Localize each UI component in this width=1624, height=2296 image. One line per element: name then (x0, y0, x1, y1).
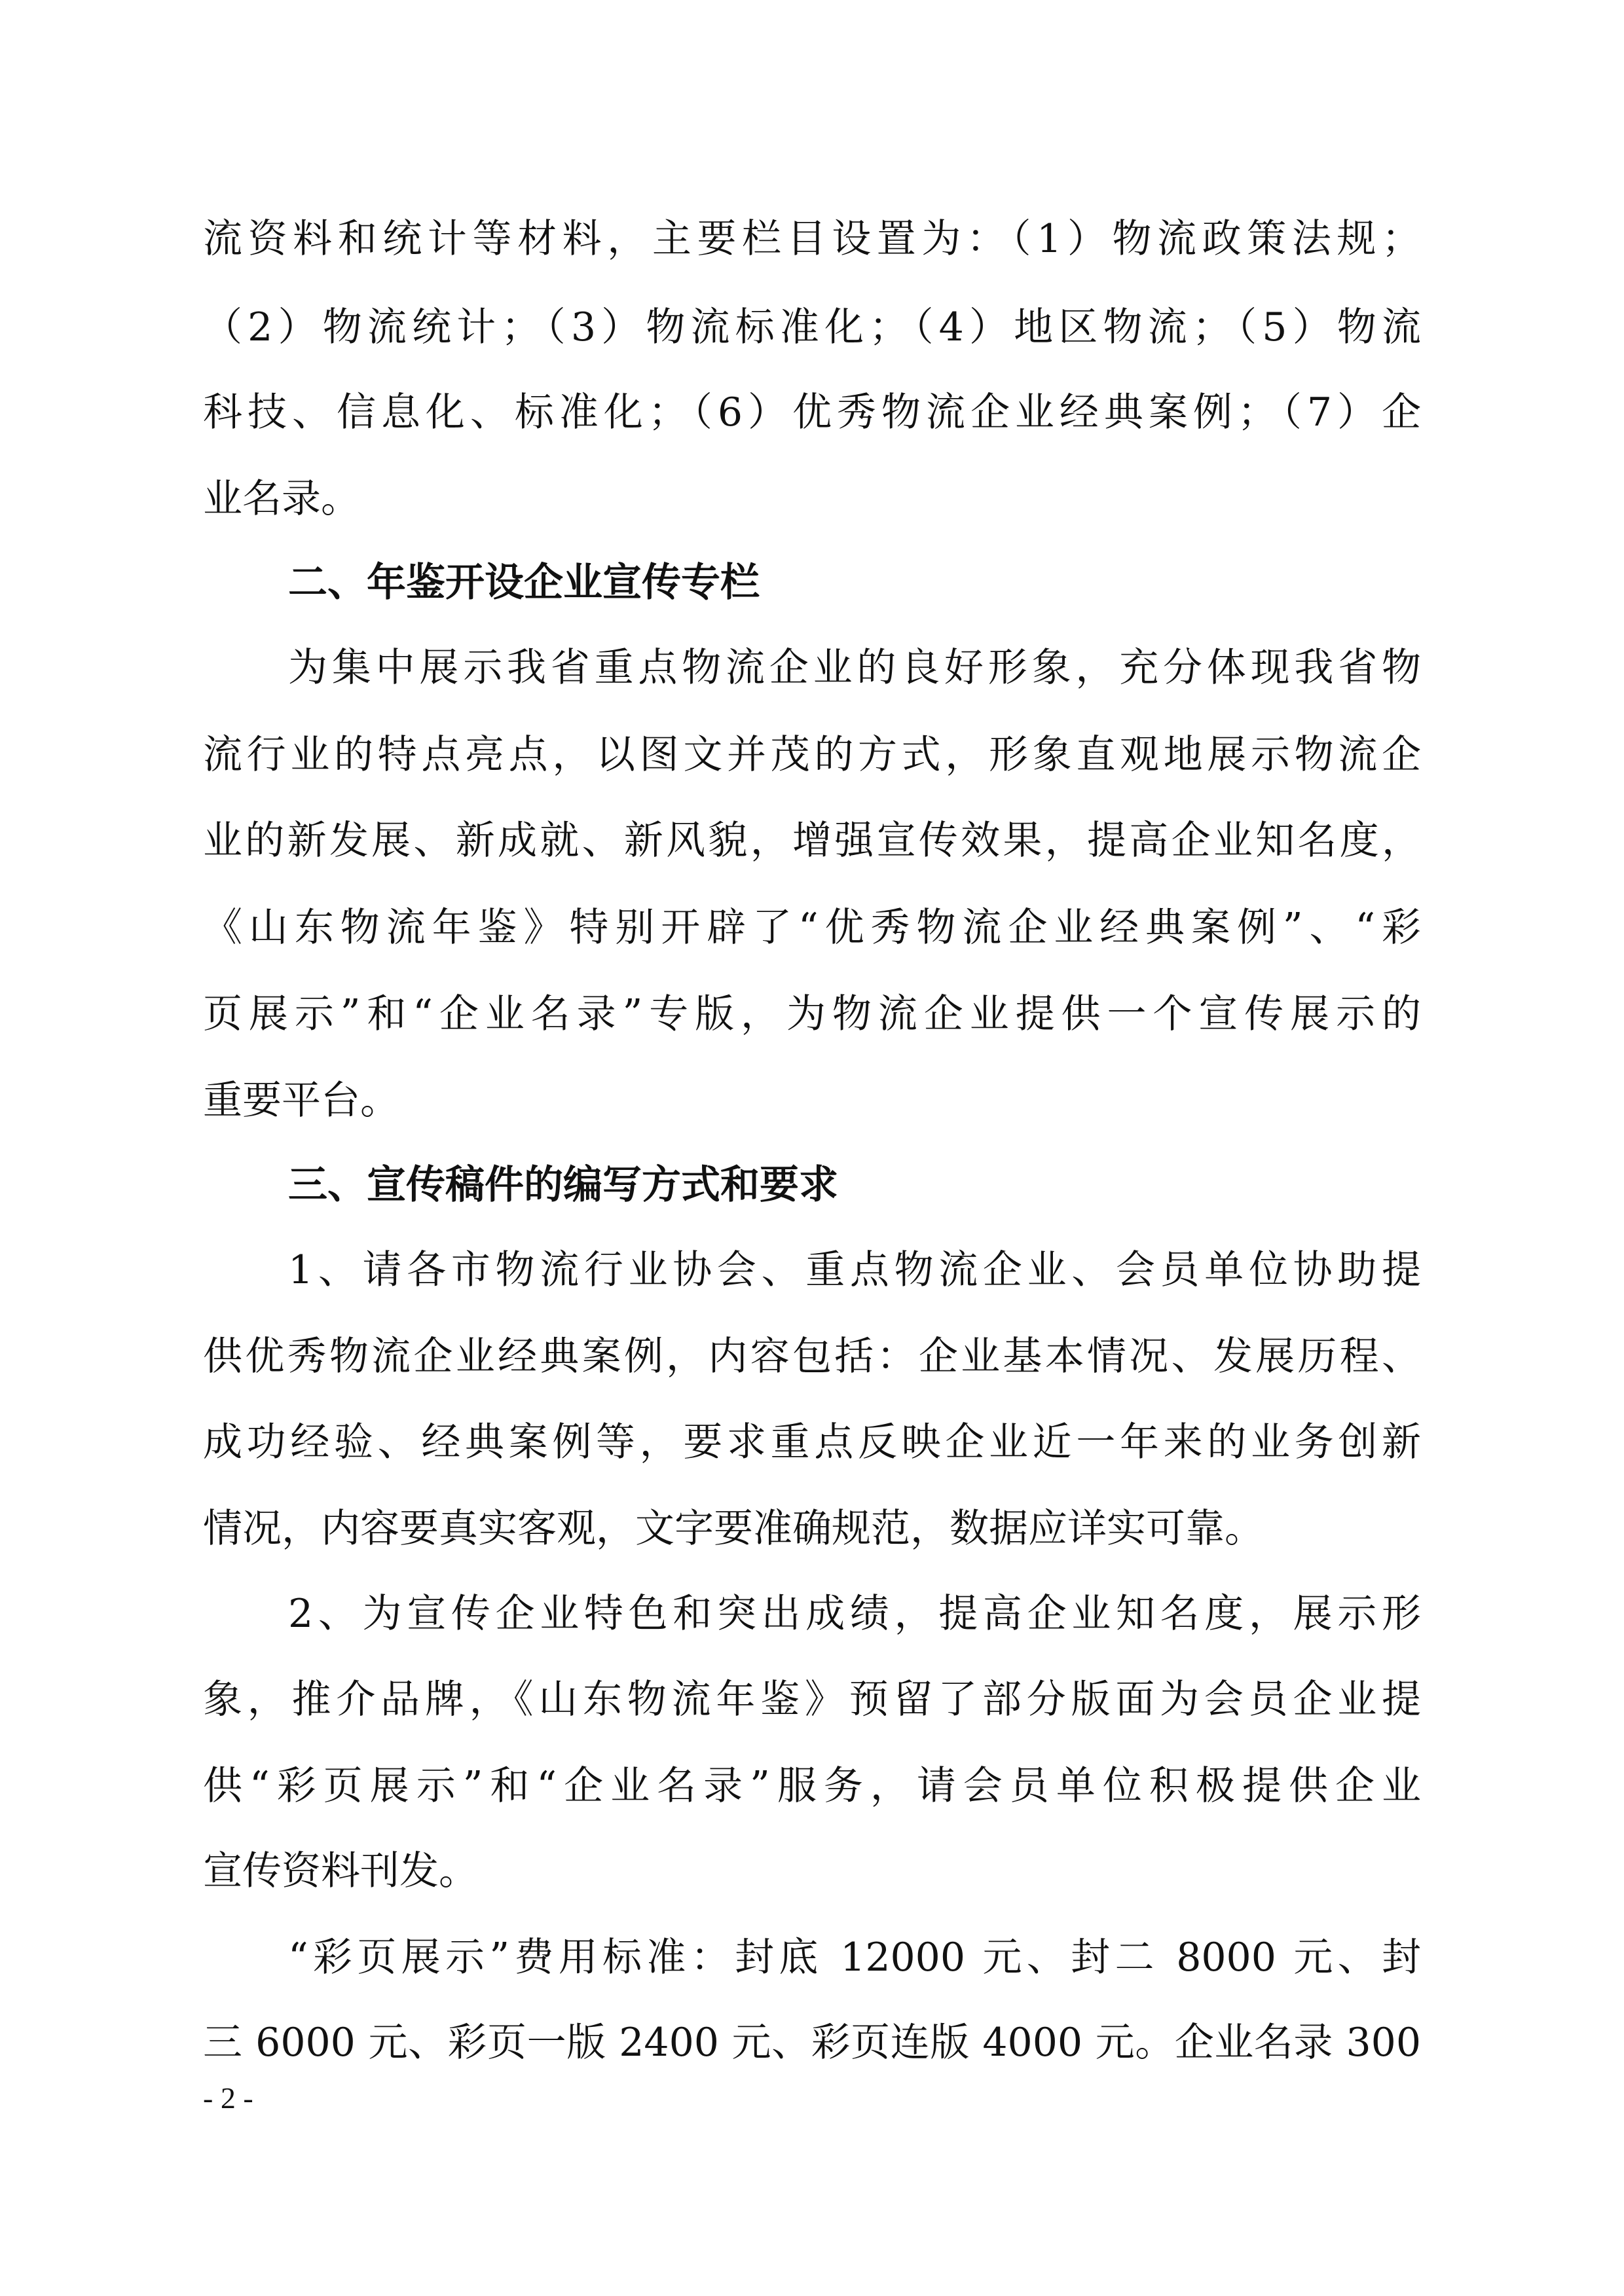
paragraph-line: 2、为宣传企业特色和突出成绩，提高企业知名度，展示形 (288, 1591, 1421, 1637)
paragraph-line: 《山东物流年鉴》特别开辟了“优秀物流企业经典案例”、“彩 (203, 905, 1421, 951)
paragraph-line: 三 6000 元、彩页一版 2400 元、彩页连版 4000 元。企业名录 300 (203, 2020, 1421, 2066)
paragraph-line: 重要平台。 (203, 1078, 399, 1123)
paragraph-line: 1、请各市物流行业协会、重点物流企业、会员单位协助提 (288, 1247, 1421, 1293)
paragraph-line: 流资料和统计等材料，主要栏目设置为：（1）物流政策法规； (203, 216, 1421, 262)
page-number: - 2 - (203, 2081, 253, 2115)
paragraph-line: 页展示”和“企业名录”专版，为物流企业提供一个宣传展示的 (203, 991, 1421, 1037)
paragraph-line: 流行业的特点亮点，以图文并茂的方式，形象直观地展示物流企 (203, 732, 1421, 778)
paragraph-line: “彩页展示”费用标准：封底 12000 元、封二 8000 元、封 (288, 1935, 1421, 1980)
paragraph-line: 象，推介品牌，《山东物流年鉴》预留了部分版面为会员企业提 (203, 1677, 1421, 1722)
section-heading-2: 二、年鉴开设企业宣传专栏 (288, 560, 760, 606)
paragraph-line: 业的新发展、新成就、新风貌，增强宣传效果，提高企业知名度， (203, 818, 1421, 864)
paragraph-line: （2）物流统计；（3）物流标准化；（4）地区物流；（5）物流 (203, 304, 1421, 350)
paragraph-line: 业名录。 (203, 476, 360, 522)
paragraph-line: 宣传资料刊发。 (203, 1848, 478, 1894)
section-heading-3: 三、宣传稿件的编写方式和要求 (288, 1162, 838, 1208)
paragraph-line: 科技、信息化、标准化；（6）优秀物流企业经典案例；（7）企 (203, 390, 1421, 435)
paragraph-line: 为集中展示我省重点物流企业的良好形象，充分体现我省物 (288, 645, 1421, 691)
paragraph-line: 供“彩页展示”和“企业名录”服务，请会员单位积极提供企业 (203, 1763, 1421, 1809)
paragraph-line: 成功经验、经典案例等，要求重点反映企业近一年来的业务创新 (203, 1419, 1421, 1465)
paragraph-line: 情况，内容要真实客观，文字要准确规范，数据应详实可靠。 (203, 1506, 1264, 1552)
paragraph-line: 供优秀物流企业经典案例，内容包括：企业基本情况、发展历程、 (203, 1334, 1421, 1379)
